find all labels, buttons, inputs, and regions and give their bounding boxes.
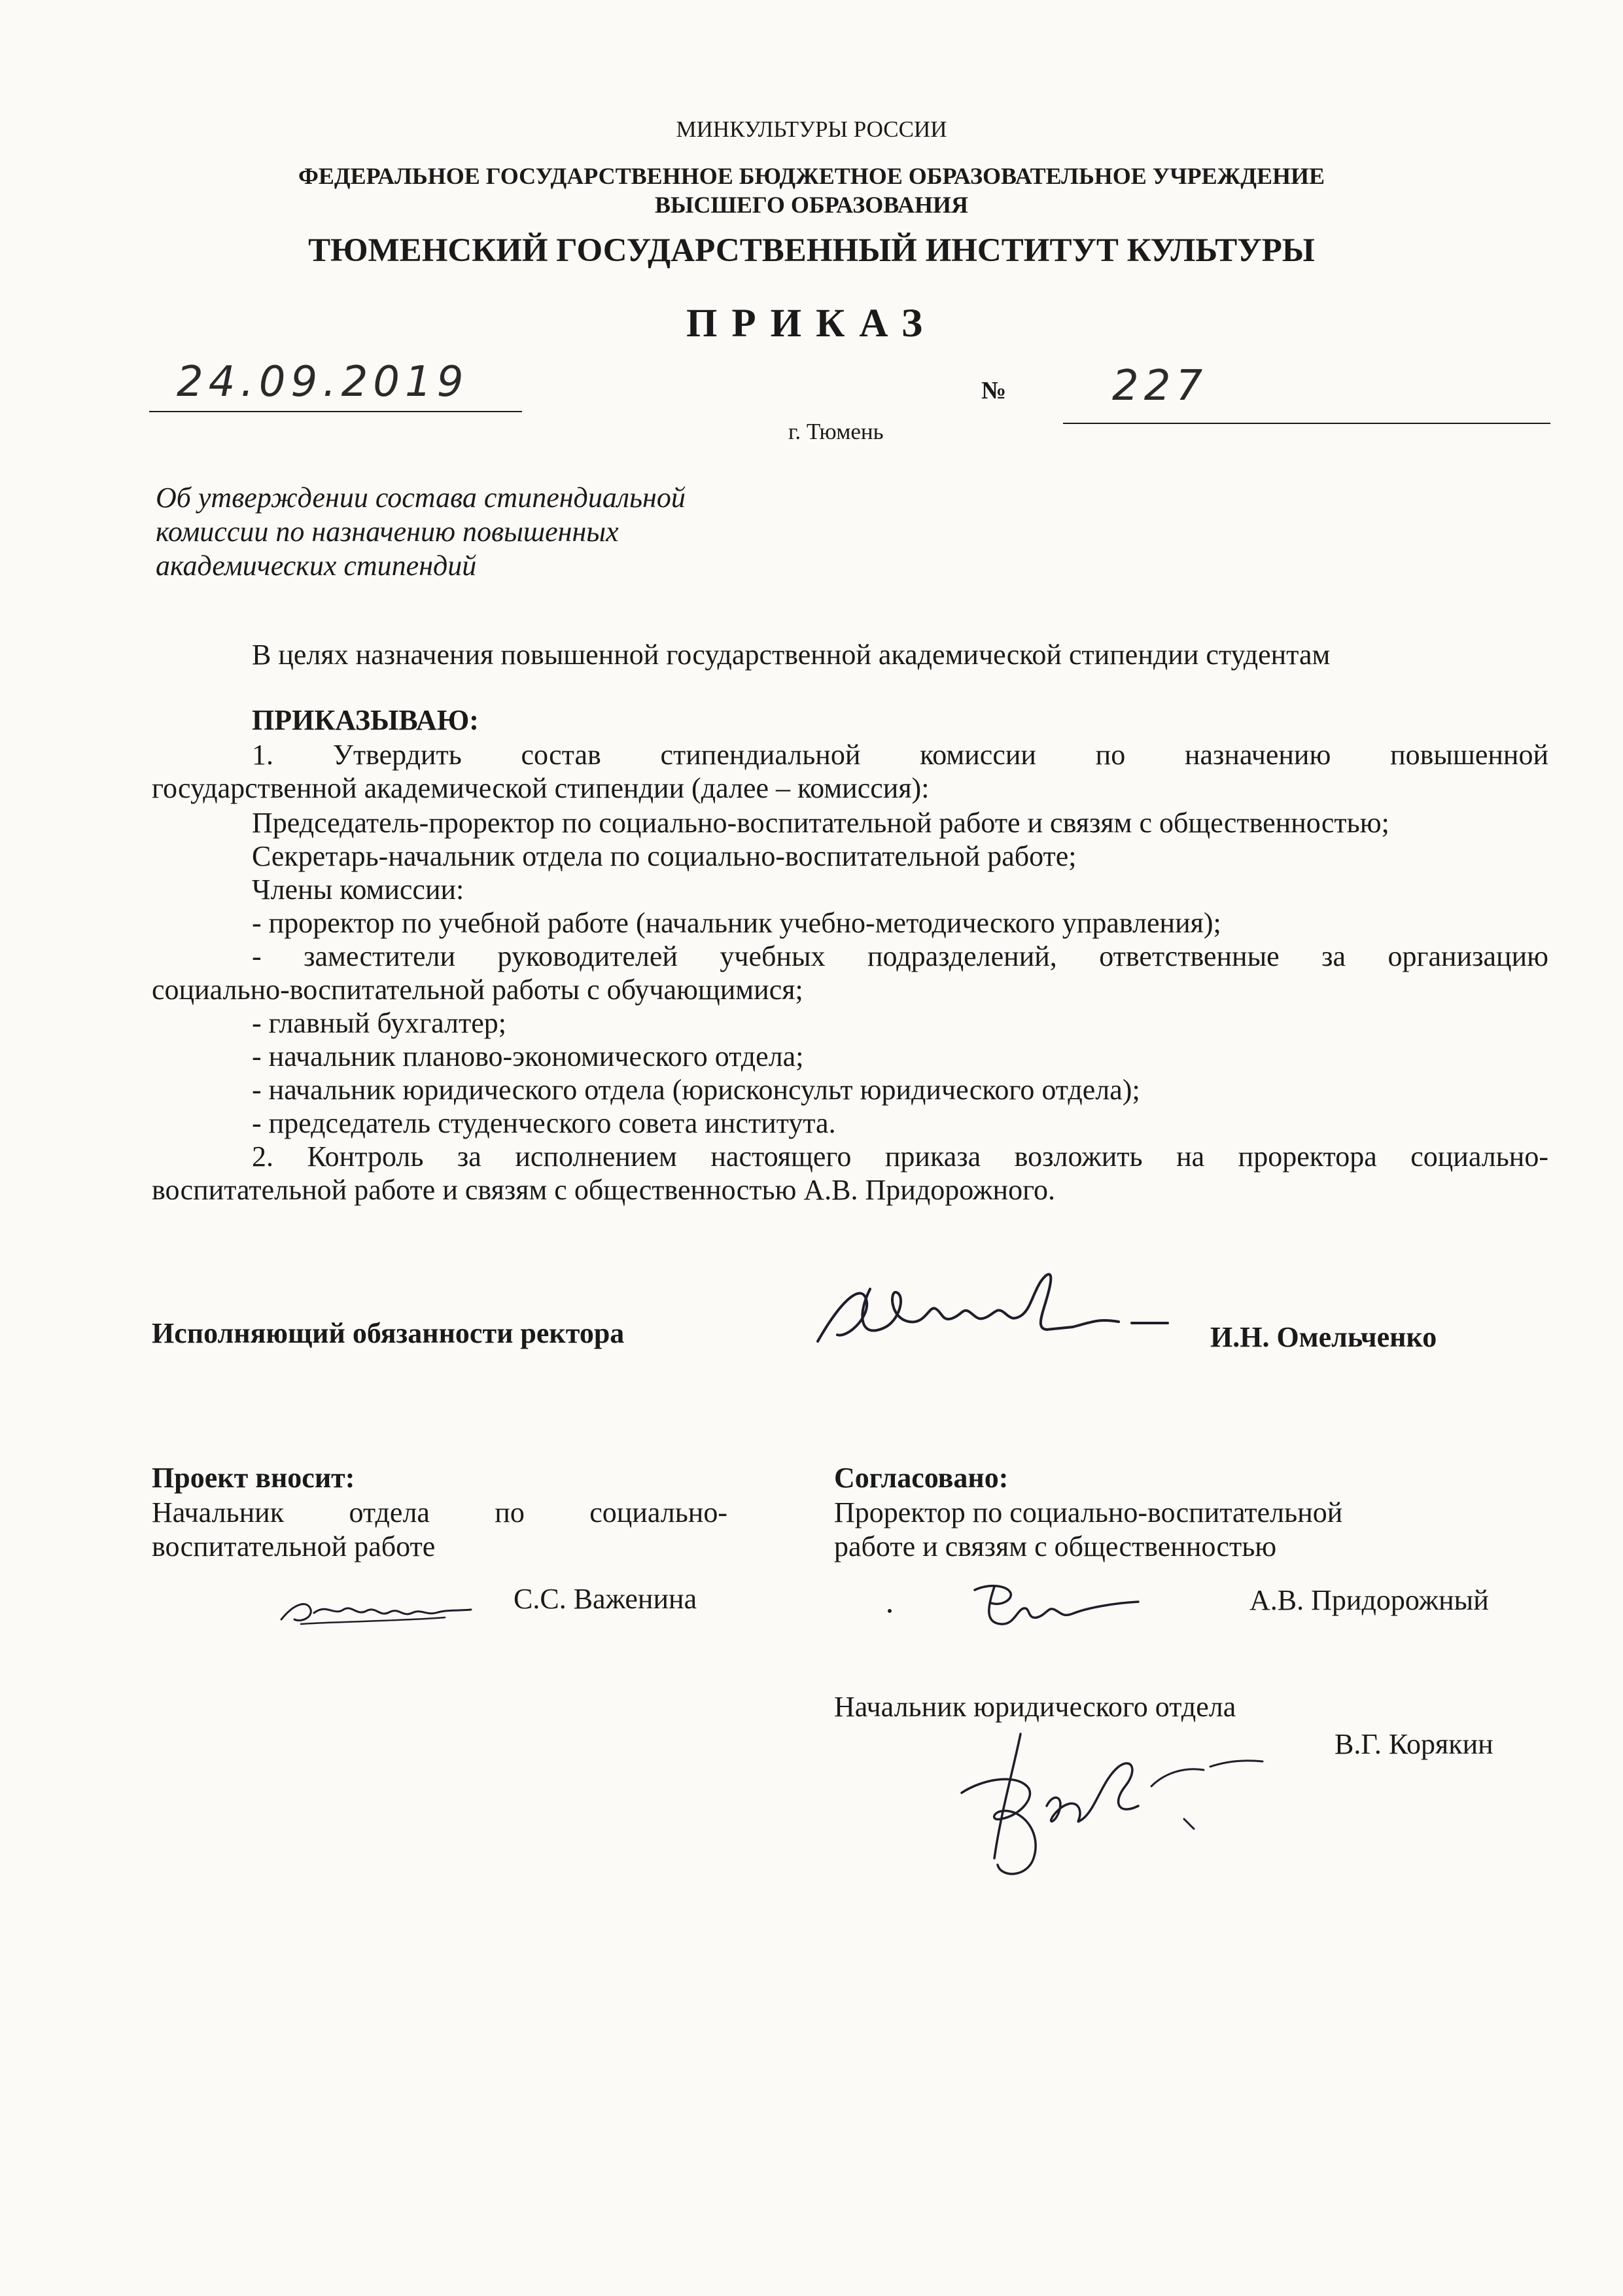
signatory-name: И.Н. Омельченко — [1210, 1321, 1437, 1353]
member-line: социально-воспитательной работы с обучающимися; — [152, 974, 803, 1006]
legal-signature-icon — [922, 1708, 1276, 1891]
item2-line2: воспитательной работе и связям с общественностью А.В. Придорожного. — [152, 1174, 1056, 1206]
project-position — [152, 1496, 727, 1564]
institute-name: ТЮМЕНСКИЙ ГОСУДАРСТВЕННЫЙ ИНСТИТУТ КУЛЬТУРЫ — [308, 232, 1315, 269]
institution-type-line2: ВЫСШЕГО ОБРАЗОВАНИЯ — [655, 192, 968, 218]
project-author-name: С.С. Важенина — [514, 1583, 697, 1615]
members-title: Члены комиссии: — [252, 874, 464, 906]
institution-type-line1: ФЕДЕРАЛЬНОЕ ГОСУДАРСТВЕННОЕ БЮДЖЕТНОЕ ОБРАЗОВАТЕЛЬНОЕ УЧРЕЖДЕНИЕ — [298, 163, 1325, 189]
subject-line: комиссии по назначению повышенных — [156, 516, 619, 548]
institution-type — [0, 162, 1623, 219]
member-item: - начальник юридического отдела (юрисконсульт юридического отдела); — [252, 1074, 1140, 1106]
subject-line: академических стипендий — [156, 550, 477, 582]
member-line: - заместители руководителей учебных подразделений, ответственные за организацию — [252, 940, 1548, 972]
number-underline — [1063, 423, 1550, 424]
order-date: 24.09.2019 — [177, 358, 469, 406]
member-item: - начальник планово-экономического отдела; — [252, 1040, 804, 1072]
order-subject — [156, 481, 797, 583]
item2-line1: 2. Контроль за исполнением настоящего приказа возложить на проректора социально- — [252, 1140, 1548, 1173]
member-item: - проректор по учебной работе (начальник учебно-методического управления); — [252, 907, 1221, 939]
legal-name: В.Г. Корякин — [1335, 1728, 1493, 1760]
agreed-title: Согласовано: — [834, 1462, 1009, 1494]
item1-line2: государственной академической стипендии (далее – комиссия): — [152, 772, 930, 804]
subject-line: Об утверждении состава стипендиальной — [156, 482, 686, 514]
legal-position: Начальник юридического отдела — [834, 1691, 1236, 1723]
rector-signature-icon — [792, 1256, 1184, 1368]
commission-secretary: Секретарь-начальник отдела по социально-воспитательной работе; — [252, 840, 1077, 872]
project-position-line1: Начальник отдела по социально- — [152, 1496, 727, 1528]
project-title: Проект вносит: — [152, 1462, 355, 1494]
agreed-signature-icon — [877, 1570, 1151, 1642]
commission-chair: Председатель-проректор по социально-воспитательной работе и связям с общественностью; — [252, 807, 1389, 839]
project-signature-icon — [275, 1583, 484, 1636]
preamble: В целях назначения повышенной государственной академической стипендии студентам — [252, 639, 1331, 671]
ministry-name: МИНКУЛЬТУРЫ РОССИИ — [676, 116, 947, 142]
project-position-line2: воспитательной работе — [152, 1530, 436, 1563]
agreed-name: А.В. Придорожный — [1249, 1584, 1489, 1616]
signatory-position: Исполняющий обязанности ректора — [152, 1317, 625, 1349]
member-item — [152, 940, 1548, 1006]
date-underline — [149, 411, 522, 412]
member-item: - главный бухгалтер; — [252, 1007, 506, 1039]
order-number: 227 — [1112, 362, 1208, 410]
agreed-position-line1: Проректор по социально-воспитательной — [834, 1496, 1343, 1528]
agreed-position — [834, 1496, 1456, 1564]
order-item-2 — [152, 1140, 1548, 1207]
city: г. Тюмень — [788, 419, 884, 444]
order-heading: ПРИКАЗЫВАЮ: — [252, 704, 479, 736]
number-label: № — [981, 377, 1007, 404]
document-title: ПРИКАЗ — [686, 302, 937, 345]
item1-line1: 1. Утвердить состав стипендиальной комиссии по назначению повышенной — [252, 739, 1548, 771]
order-item-1 — [152, 738, 1548, 805]
agreed-position-line2: работе и связям с общественностью — [834, 1530, 1277, 1563]
member-item: - председатель студенческого совета института. — [252, 1107, 836, 1139]
